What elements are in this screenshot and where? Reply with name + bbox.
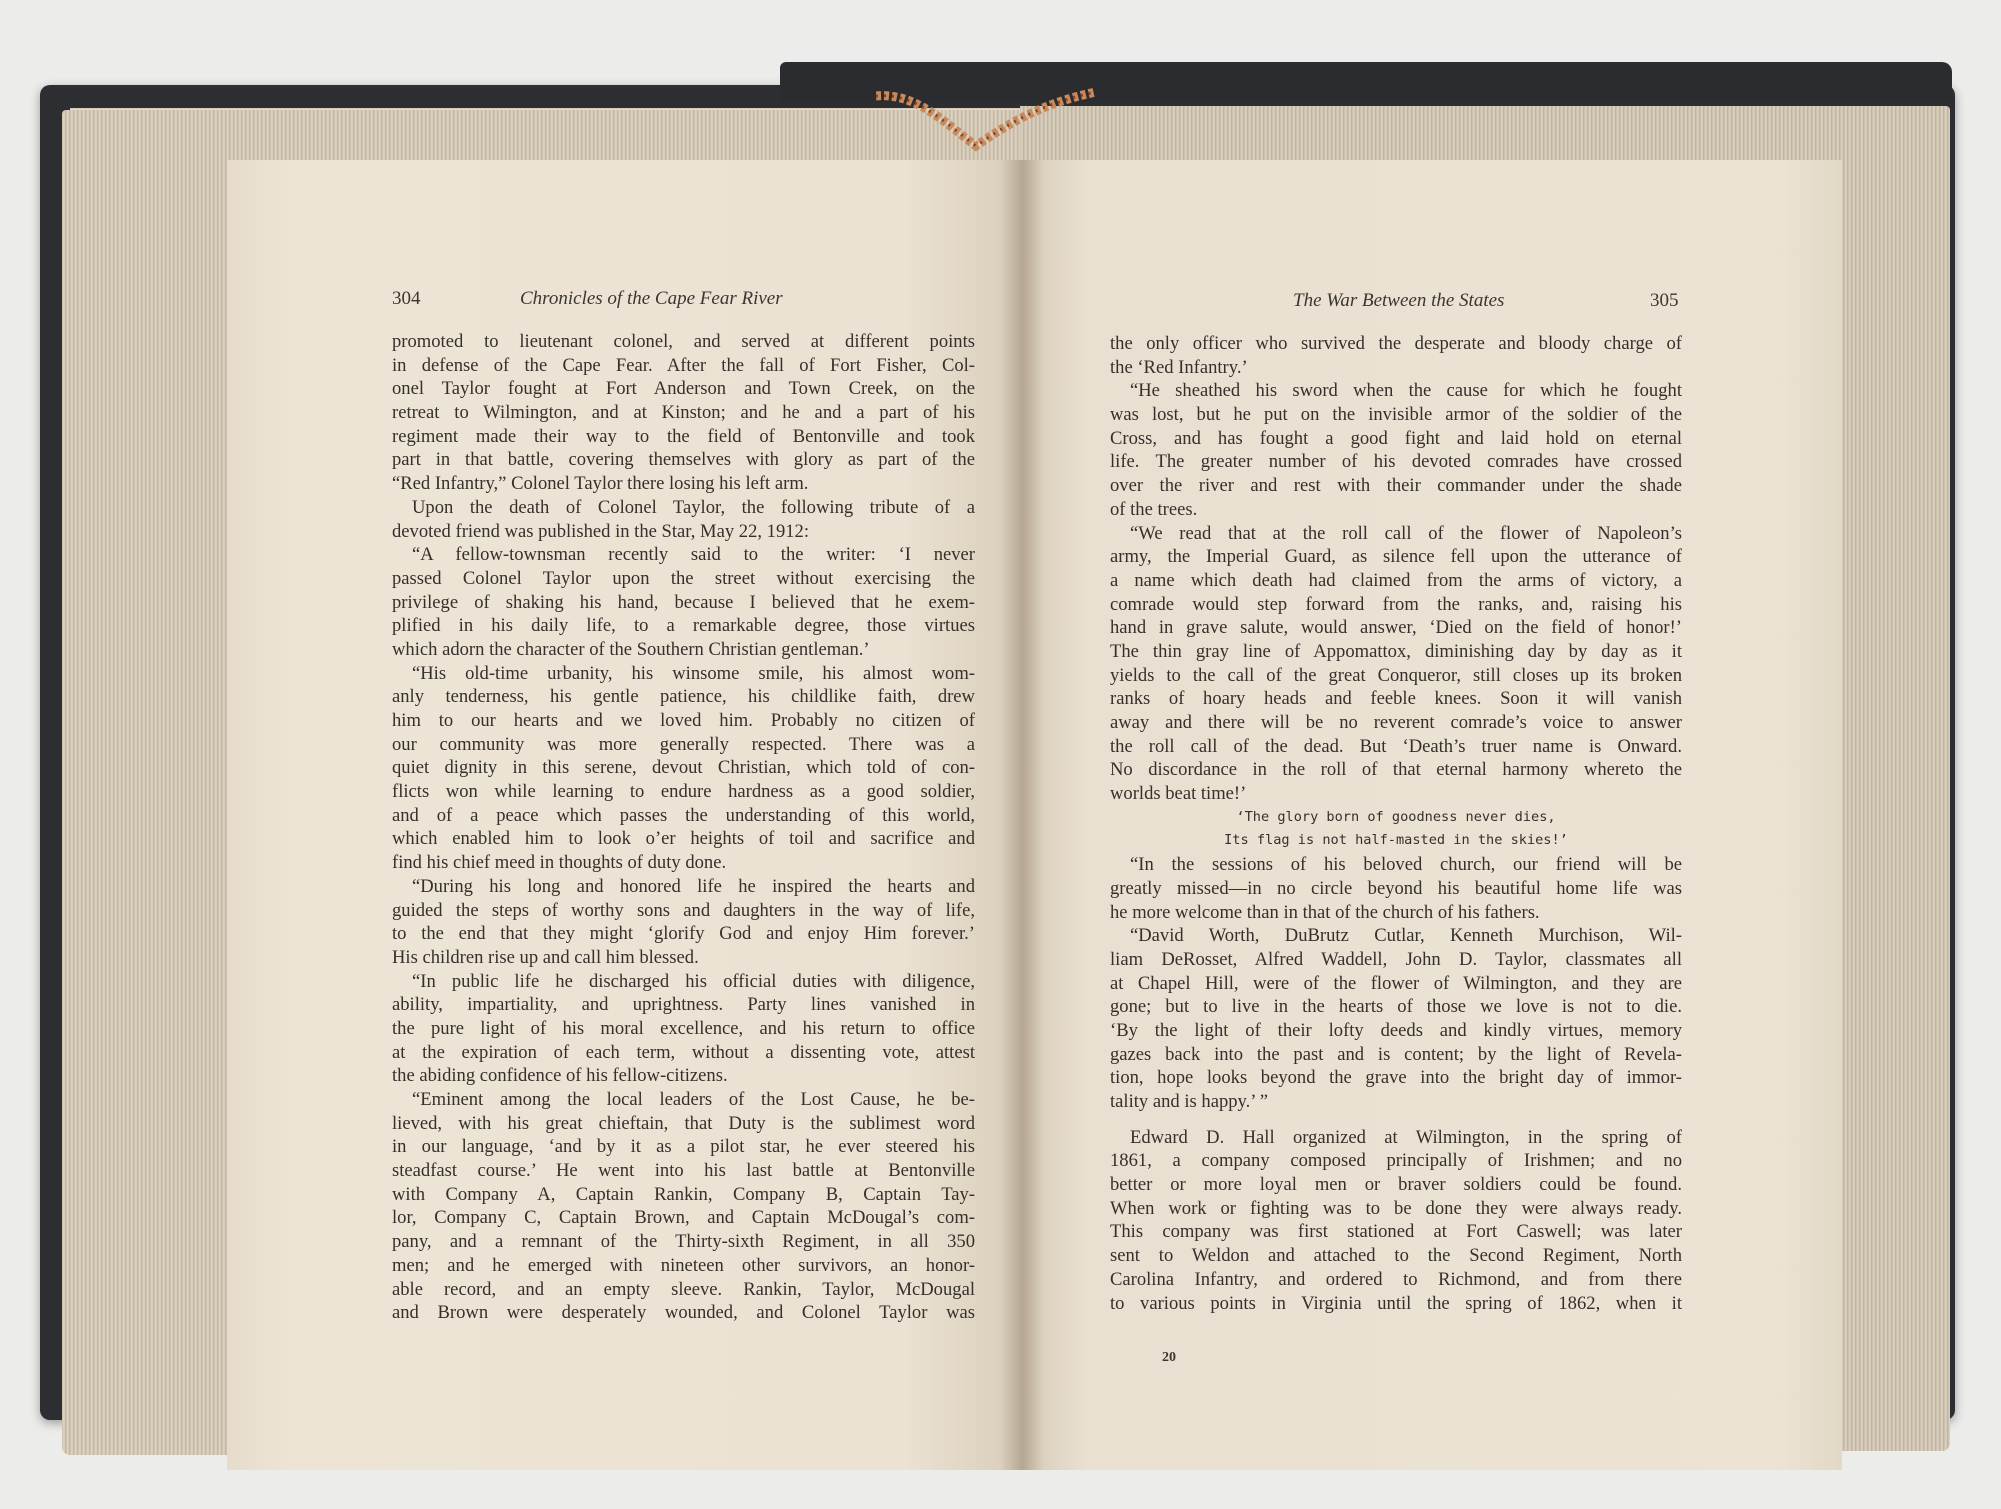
text-line: sent to Weldon and attached to the Second Regiment, North	[1110, 1245, 1682, 1267]
text-line: gazes back into the past and is content; by the light of Revela-	[1110, 1043, 1682, 1065]
text-line: quiet dignity in this serene, devout Christian, which told of con-	[392, 757, 975, 779]
page-number: 305	[1650, 290, 1679, 311]
text-line: him to our hearts and we loved him. Probably no citizen of	[392, 710, 975, 731]
text-line: Carolina Infantry, and ordered to Richmond, and from there	[1110, 1268, 1682, 1290]
text-line: of the trees.	[1110, 498, 1198, 520]
text-line: at Chapel Hill, were of the flower of Wilmington, and they are	[1110, 972, 1682, 994]
text-line: with Company A, Captain Rankin, Company B, Captain Tay-	[392, 1183, 975, 1205]
text-line: find his chief meed in thoughts of duty done.	[392, 852, 727, 874]
text-line: in our language, ‘and by it as a pilot star, he ever steered his	[392, 1136, 975, 1158]
text-line: to various points in Virginia until the spring of 1862, when it	[1110, 1292, 1682, 1314]
text-line: pany, and a remnant of the Thirty-sixth Regiment, in all 350	[392, 1231, 975, 1253]
text-line: retreat to Wilmington, and at Kinston; and he and a part of his	[392, 402, 975, 424]
text-line: life. The greater number of his devoted comrades have crossed	[1110, 451, 1682, 473]
text-line: anly tenderness, his gentle patience, his childlike faith, drew	[392, 686, 975, 708]
text-line: “Eminent among the local leaders of the Lost Cause, he be-	[412, 1089, 975, 1110]
text-line: which enabled him to look o’er heights of toil and sacrifice and	[392, 828, 975, 850]
text-line: the abiding confidence of his fellow-citizens.	[392, 1065, 728, 1087]
left-page	[227, 160, 1022, 1470]
text-line: Edward D. Hall organized at Wilmington, in the spring of	[1130, 1126, 1682, 1148]
text-line: our community was more generally respected. There was a	[392, 733, 975, 755]
book-gutter-shadow	[1000, 160, 1044, 1470]
text-line: which adorn the character of the Southern Christian gentleman.’	[392, 638, 870, 660]
text-line: His children rise up and call him blessed.	[392, 946, 699, 968]
text-line: in defense of the Cape Fear. After the fall of Fort Fisher, Col-	[392, 354, 975, 376]
text-line: onel Taylor fought at Fort Anderson and Town Creek, on the	[392, 378, 975, 400]
text-line: “His old-time urbanity, his winsome smile, his almost wom-	[412, 662, 975, 684]
text-line: When work or fighting was to be done they were always ready.	[1110, 1197, 1682, 1219]
left-page-header	[392, 288, 972, 314]
text-line: “We read that at the roll call of the flower of Napoleon’s	[1130, 522, 1682, 544]
text-line: This company was first stationed at Fort Caswell; was later	[1110, 1221, 1682, 1243]
text-line: regiment made their way to the field of Bentonville and took	[392, 425, 975, 447]
right-page-text	[1110, 332, 1682, 1315]
text-line: privilege of shaking his hand, because I believed that he exem-	[392, 591, 975, 613]
running-head: Chronicles of the Cape Fear River	[520, 288, 783, 309]
text-line: and Brown were desperately wounded, and Colonel Taylor was	[392, 1302, 975, 1324]
text-line: at the expiration of each term, without a dissenting vote, attest	[392, 1041, 975, 1063]
text-line: gone; but to live in the hearts of those we love is not to die.	[1110, 996, 1682, 1018]
text-line: “David Worth, DuBrutz Cutlar, Kenneth Murchison, Wil-	[1130, 925, 1682, 947]
text-line: No discordance in the roll of that eternal harmony whereto the	[1110, 759, 1682, 781]
text-line: the roll call of the dead. But ‘Death’s truer name is Onward.	[1110, 735, 1682, 757]
text-line: a name which death had claimed from the arms of victory, a	[1110, 569, 1682, 591]
text-line: and of a peace which passes the understanding of this world,	[392, 804, 975, 826]
text-line: the only officer who survived the desperate and bloody charge of	[1110, 333, 1682, 354]
right-page	[1022, 160, 1842, 1470]
text-line: the ‘Red Infantry.’	[1110, 356, 1248, 378]
text-line: was lost, but he put on the invisible armor of the soldier of the	[1110, 404, 1682, 426]
bookmark-ribbon	[876, 84, 1096, 154]
text-line: hand in grave salute, would answer, ‘Died on the field of honor!’	[1110, 617, 1682, 639]
text-line: part in that battle, covering themselves with glory as part of the	[392, 449, 975, 471]
signature-mark: 20	[1162, 1350, 1176, 1365]
text-line: The thin gray line of Appomattox, diminishing day by day as it	[1110, 640, 1682, 662]
text-line: yields to the call of the great Conqueror, still closes up its broken	[1110, 664, 1682, 686]
text-line: tality and is happy.’ ”	[1110, 1091, 1269, 1112]
text-line: “In the sessions of his beloved church, our friend will be	[1130, 854, 1682, 876]
text-line: ranks of hoary heads and feeble knees. Soon it will vanish	[1110, 688, 1682, 710]
text-line: over the river and rest with their commander under the shade	[1110, 475, 1682, 497]
text-line: plified in his daily life, to a remarkable degree, those virtues	[392, 615, 975, 637]
text-line: promoted to lieutenant colonel, and served at different points	[392, 331, 975, 352]
text-line: 1861, a company composed principally of Irishmen; and no	[1110, 1150, 1682, 1172]
text-line: devoted friend was published in the Star, May 22, 1912:	[392, 520, 810, 542]
text-line: tion, hope looks beyond the grave into the bright day of immor-	[1110, 1067, 1682, 1089]
text-line: liam DeRosset, Alfred Waddell, John D. Taylor, classmates all	[1110, 948, 1682, 970]
text-line: “He sheathed his sword when the cause for which he fought	[1130, 380, 1682, 402]
text-line: flicts won while learning to endure hardness as a good soldier,	[392, 781, 975, 803]
text-line: passed Colonel Taylor upon the street without exercising the	[392, 567, 975, 589]
paragraph-gap	[1110, 1114, 1682, 1126]
text-line: able record, and an empty sleeve. Rankin, Taylor, McDougal	[392, 1278, 975, 1300]
text-line: ability, impartiality, and uprightness. Party lines vanished in	[392, 994, 975, 1016]
text-line: men; and he emerged with nineteen other survivors, an honor-	[392, 1254, 975, 1276]
text-line: Cross, and has fought a good fight and laid hold on eternal	[1110, 427, 1682, 449]
text-line: comrade would step forward from the ranks, and, raising his	[1110, 593, 1682, 615]
text-line: steadfast course.’ He went into his last battle at Bentonville	[392, 1160, 975, 1182]
text-line: the pure light of his moral excellence, and his return to office	[392, 1017, 975, 1039]
text-line: ‘By the light of their lofty deeds and kindly virtues, memory	[1110, 1019, 1682, 1041]
text-line: guided the steps of worthy sons and daughters in the way of life,	[392, 899, 975, 921]
text-line: “A fellow-townsman recently said to the writer: ‘I never	[412, 544, 975, 566]
poem-line: ‘The glory born of goodness never dies,	[1236, 808, 1556, 825]
text-line: “During his long and honored life he inspired the hearts and	[412, 875, 975, 897]
text-line: he more welcome than in that of the church of his fathers.	[1110, 901, 1540, 923]
text-line: “In public life he discharged his official duties with diligence,	[412, 970, 975, 992]
text-line: Upon the death of Colonel Taylor, the following tribute of a	[412, 496, 975, 518]
right-page-header	[1110, 290, 1690, 316]
text-line: “Red Infantry,” Colonel Taylor there losing his left arm.	[392, 473, 809, 495]
text-line: lieved, with his great chieftain, that Duty is the sublimest word	[392, 1112, 975, 1134]
text-line: better or more loyal men or braver soldiers could be found.	[1110, 1174, 1682, 1196]
poem-line: Its flag is not half-masted in the skies!’	[1224, 832, 1568, 849]
running-head: The War Between the States	[1293, 290, 1505, 311]
text-line: away and there will be no reverent comrade’s voice to answer	[1110, 712, 1682, 733]
page-number: 304	[392, 288, 421, 309]
text-line: worlds beat time!’	[1110, 783, 1247, 805]
text-line: greatly missed—in no circle beyond his beautiful home life was	[1110, 877, 1682, 899]
text-line: lor, Company C, Captain Brown, and Captain McDougal’s com-	[392, 1207, 975, 1229]
left-page-text	[392, 330, 975, 1325]
text-line: to the end that they might ‘glorify God and enjoy Him forever.’	[392, 923, 975, 945]
text-line: army, the Imperial Guard, as silence fell upon the utterance of	[1110, 546, 1682, 568]
